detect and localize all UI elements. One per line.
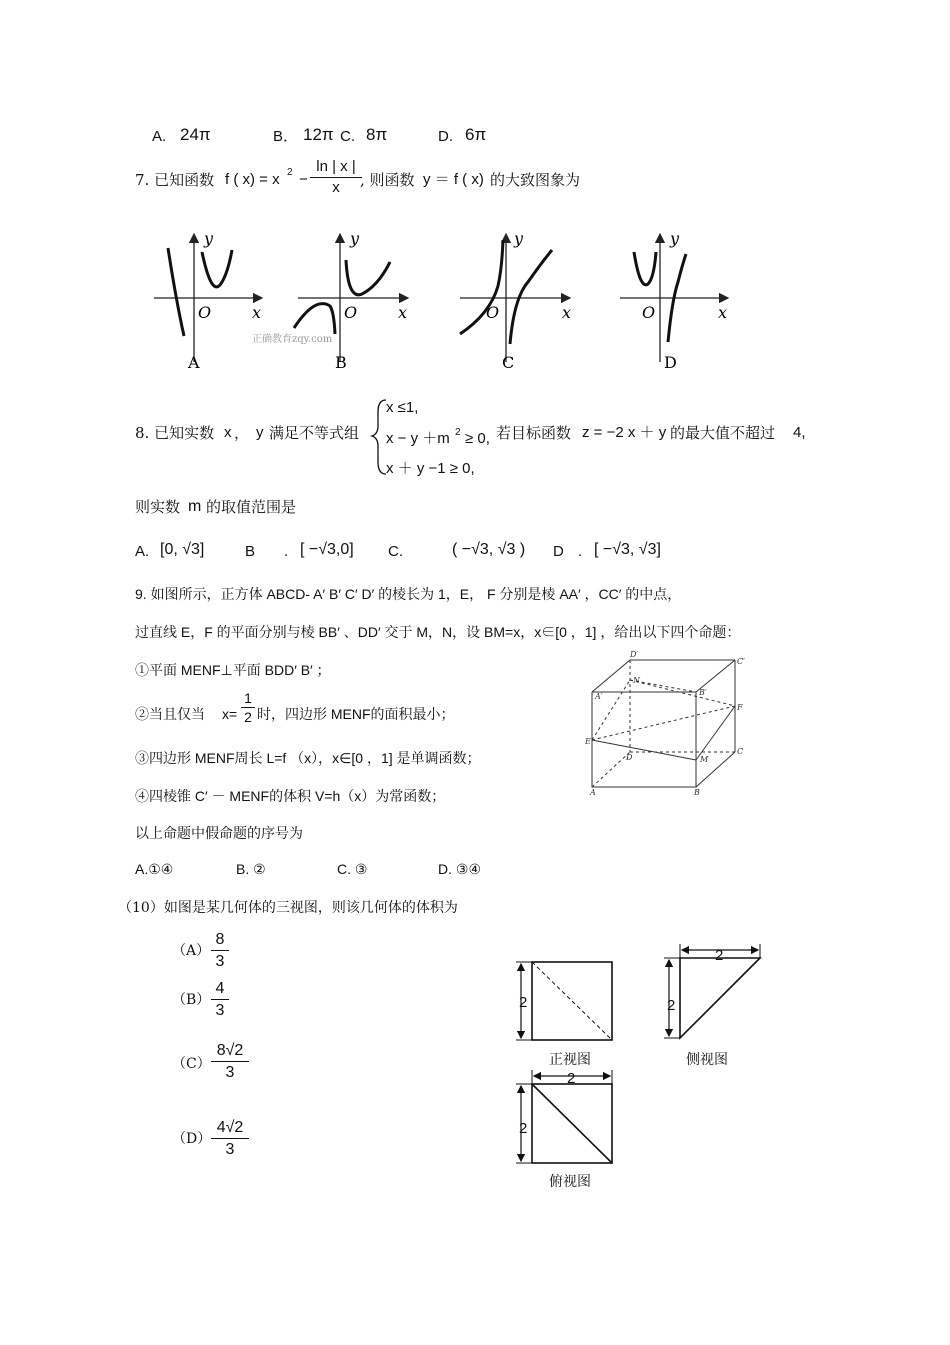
q9-proposition-3: ③四边形 MENF周长 L=f （x），x∈[0 ，1] 是单调函数； xyxy=(135,750,481,766)
q10-c-num: 8√2 xyxy=(216,1042,244,1059)
q8-option-d-dot: . xyxy=(578,543,583,560)
q6-option-a-value: 24π xyxy=(180,125,211,144)
q8-option-b-value: [ −√3,0] xyxy=(300,541,354,558)
q7-minus: − xyxy=(299,171,308,188)
cube-label-d: D xyxy=(626,753,633,762)
q10-d-den: 3 xyxy=(225,1141,235,1158)
top-view-dim-top: 2 xyxy=(567,1070,576,1087)
graph-c-y-label: y xyxy=(514,229,524,248)
q10-a-num: 8 xyxy=(215,931,225,948)
q8-var-x: x xyxy=(224,424,232,441)
q7-mid: , 则函数 xyxy=(360,171,415,189)
q9-proposition-2b: 时，四边形 MENF的面积最小； xyxy=(257,706,455,722)
cube-label-b: B xyxy=(694,788,700,797)
side-view-label: 侧视图 xyxy=(686,1052,728,1068)
graph-d-origin: O xyxy=(642,303,656,322)
q7-prefix: 7. 已知函数 xyxy=(135,171,215,189)
q8-var-m: m xyxy=(188,498,202,515)
q8-line2: 则实数 xyxy=(135,498,181,516)
cube-label-m: M xyxy=(700,755,709,764)
top-view-diagonal xyxy=(532,1084,612,1163)
q8-option-c-label: C. xyxy=(388,543,403,560)
cube-label-n: N xyxy=(633,676,640,685)
graph-c-origin: O xyxy=(486,303,500,322)
q10-c-den: 3 xyxy=(225,1064,235,1081)
side-view xyxy=(664,944,760,1038)
q7-function: f ( x) = x xyxy=(225,171,280,188)
graph-b-label: B xyxy=(335,353,347,372)
side-view-dim-top: 2 xyxy=(715,947,724,964)
top-view-dim-left: 2 xyxy=(519,1120,528,1137)
cube-label-c1: C′ xyxy=(737,657,745,666)
q8-target: z = −2 x ＋ y xyxy=(582,424,667,441)
q10-b-den: 3 xyxy=(215,1002,225,1019)
side-view-dim-left: 2 xyxy=(667,997,676,1014)
cube-label-e: E xyxy=(585,737,591,746)
q9-proposition-2-x: x= xyxy=(222,706,238,722)
q6-option-d-value: 6π xyxy=(465,125,487,144)
q8-prefix: 8. 已知实数 xyxy=(135,424,215,442)
q9-half-den: 2 xyxy=(244,709,252,725)
q10-a-den: 3 xyxy=(215,953,225,970)
q6-option-d-label: D. xyxy=(438,128,453,145)
cube-label-a: A xyxy=(590,788,596,797)
cube-label-a1: A′ xyxy=(595,692,603,701)
cube-label-c: C xyxy=(737,747,744,756)
q8-system-line1: x ≤1, xyxy=(386,399,419,416)
graph-c-x-label: x xyxy=(562,303,572,322)
front-view-dim: 2 xyxy=(519,994,528,1011)
q7-fraction-numerator: ln | x | xyxy=(316,158,356,175)
q8-system-line2-rest: ≥ 0, xyxy=(465,430,490,447)
q10-d-num: 4√2 xyxy=(216,1119,244,1136)
q7-exponent: 2 xyxy=(287,167,293,178)
front-view-dashed-diagonal xyxy=(532,962,612,1040)
q9-ask: 以上命题中假命题的序号为 xyxy=(135,825,303,841)
q10-option-d-label: （D） xyxy=(172,1131,212,1147)
q10-option-b-label: （B） xyxy=(172,992,211,1008)
cube-label-b1: B′ xyxy=(699,688,707,697)
q9-proposition-1: ①平面 MENF⊥平面 BDD′ B′ ； xyxy=(135,662,331,678)
q6-option-a-label: A. xyxy=(152,128,167,145)
q8-option-b-dot: . xyxy=(284,543,289,560)
q9-option-c: C. ③ xyxy=(337,861,368,877)
graph-a-origin: O xyxy=(198,303,212,322)
graph-d-label: D xyxy=(664,353,677,372)
q9-proposition-4: ④四棱锥 C′ － MENF的体积 V=h（x）为常函数； xyxy=(135,788,446,804)
front-view-label: 正视图 xyxy=(549,1052,591,1068)
q10-b-num: 4 xyxy=(215,980,225,997)
cube-label-f: F xyxy=(737,703,743,712)
q9-option-d: D. ③④ xyxy=(438,861,481,877)
q8-option-d-value: [ −√3, √3] xyxy=(594,541,661,558)
graph-b-origin: O xyxy=(344,303,358,322)
top-view-label: 俯视图 xyxy=(549,1174,591,1190)
graph-a-label: A xyxy=(188,353,200,372)
graph-d-y-label: y xyxy=(670,229,680,248)
q7-fraction-denominator: x xyxy=(332,179,340,196)
q8-mid1: 满足不等式组 xyxy=(269,424,360,442)
q8-limit: 4, xyxy=(793,424,806,441)
q8-mid3: 的最大值不超过 xyxy=(670,424,776,442)
q9-proposition-2a: ②当且仅当 xyxy=(135,706,205,722)
q8-comma: ， xyxy=(234,424,250,442)
q10-stem: （10）如图是某几何体的三视图，则该几何体的体积为 xyxy=(118,900,458,916)
cube-label-d1: D′ xyxy=(630,650,639,659)
q9-line1: 9. 如图所示，正方体 ABCD- A′ B′ C′ D′ 的棱长为 1，E， F 分别是棱 AA′ ，CC′ 的中点， xyxy=(135,586,682,602)
q10-option-c-label: （C） xyxy=(172,1056,211,1072)
q6-option-c-value: 8π xyxy=(366,125,388,144)
q8-option-a-value: [0, √3] xyxy=(160,541,205,558)
graph-d-x-label: x xyxy=(718,303,728,322)
side-view-triangle xyxy=(680,958,760,1038)
q7-function2: y ＝ f ( x) xyxy=(423,171,484,188)
q8-option-a-label: A. xyxy=(135,543,150,560)
graph-b-x-label: x xyxy=(398,303,408,322)
q6-option-b-value: 12π xyxy=(303,125,334,144)
front-view xyxy=(516,962,612,1040)
q10-option-a-label: （A） xyxy=(172,943,211,959)
q8-system-line2: x − y ＋m xyxy=(386,430,450,447)
q8-line2-rest: 的取值范围是 xyxy=(206,498,297,516)
graph-a-x-label: x xyxy=(252,303,262,322)
q7-watermark: 正确教育zqy.com xyxy=(252,334,333,345)
q9-line2: 过直线 E，F 的平面分别与棱 BB′ 、DD′ 交于 M，N，设 BM=x，x∈[0 ，1] ，给出以下四个命题： xyxy=(135,624,741,640)
q9-half-num: 1 xyxy=(244,690,252,706)
q8-option-d-label: D xyxy=(553,543,564,560)
q6-option-b-label: B． xyxy=(273,128,299,145)
q8-system-line3: x ＋ y −1 ≥ 0, xyxy=(386,460,475,477)
q8-mid2: 若目标函数 xyxy=(496,424,572,442)
graph-b-y-label: y xyxy=(350,229,360,248)
q6-option-c-label: C. xyxy=(340,128,355,145)
q8-option-b-label: B xyxy=(245,543,256,560)
q9-option-b: B. ② xyxy=(236,861,266,877)
graph-a-y-label: y xyxy=(204,229,214,248)
q8-option-c-value: ( −√3, √3 ) xyxy=(452,541,526,558)
q7-suffix: 的大致图象为 xyxy=(490,171,581,189)
q9-option-a: A.①④ xyxy=(135,861,174,877)
q8-var-y: y xyxy=(256,424,264,441)
graph-c-label: C xyxy=(502,353,515,372)
q8-system-line2-exp: 2 xyxy=(455,427,461,438)
top-view xyxy=(516,1070,612,1163)
